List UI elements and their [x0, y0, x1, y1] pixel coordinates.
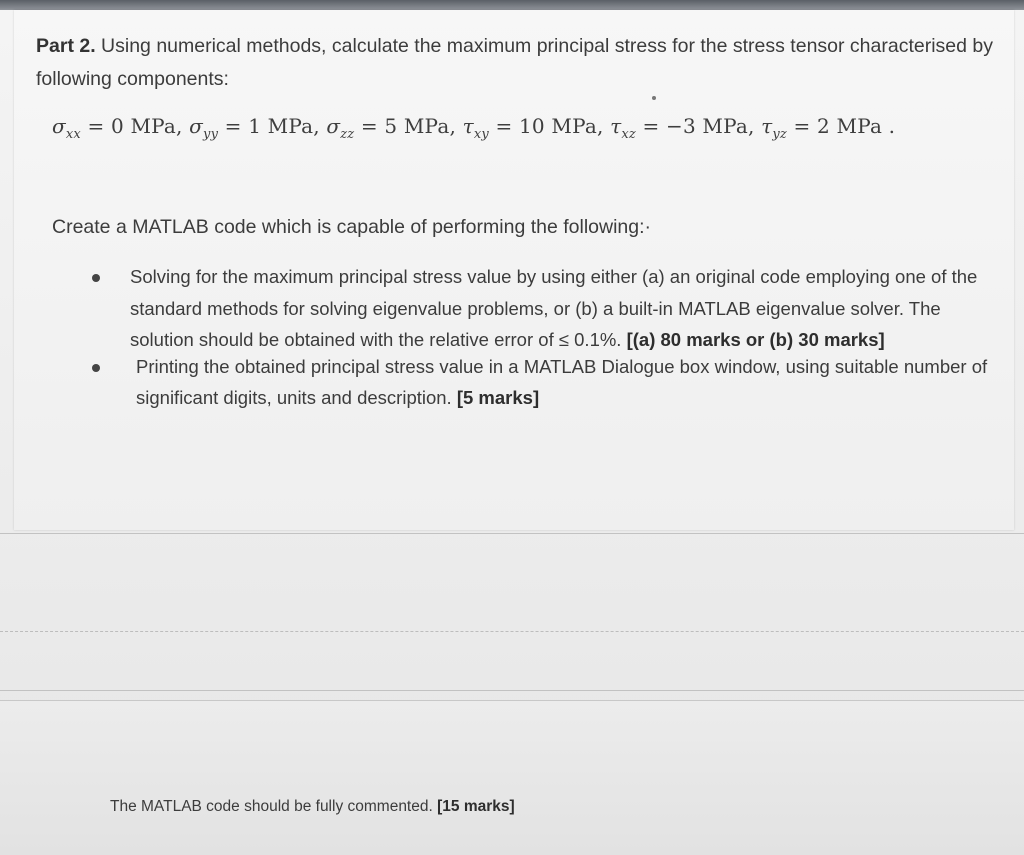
footer-note — [110, 798, 515, 816]
part-label: Part 2. — [36, 35, 96, 57]
section-divider — [0, 533, 1024, 534]
task-item-print — [92, 351, 992, 414]
task-item-marks: [5 marks] — [456, 387, 540, 408]
question-heading — [36, 30, 1011, 96]
sigma-zz-sub: zz — [340, 127, 355, 142]
tau-xy-sub: xy — [473, 127, 489, 142]
sigma-xx-symbol: σ — [52, 114, 66, 138]
task-item-text: Printing the obtained principal stress value in a MATLAB Dialogue box window, using suitable number of significant digits, units and description. — [136, 355, 988, 408]
tau-yz-sub: yz — [772, 127, 787, 142]
footer-marks: [15 marks] — [437, 798, 515, 815]
sigma-zz-value: = 5 MPa, — [354, 114, 463, 138]
sigma-yy-value: = 1 MPa, — [218, 114, 327, 138]
tau-yz-symbol: τ — [761, 114, 773, 138]
task-item-solve — [92, 261, 992, 356]
sigma-yy-sub: yy — [203, 127, 219, 142]
answer-box — [0, 700, 1024, 855]
cursor-speck — [652, 96, 656, 100]
tau-xz-symbol: τ — [610, 114, 622, 138]
sigma-zz-symbol: σ — [326, 114, 341, 138]
bullet-icon — [92, 364, 100, 372]
task-item-marks: [(a) 80 marks or (b) 30 marks] — [626, 329, 885, 350]
dashed-divider — [0, 631, 1024, 632]
task-item-text: Solving for the maximum principal stress value by using either (a) an original code employing one of the standard methods for solving eigenvalue problems, or (b) a built-in MATLAB eigenvalue solver. The solution should be obtained with the relative error of ≤ 0.1%. — [130, 266, 978, 350]
sigma-yy-symbol: σ — [189, 114, 204, 138]
part-text: Using numerical methods, calculate the maximum principal stress for the stress tensor characterised by following components: — [36, 35, 993, 90]
tau-xz-sub: xz — [621, 127, 636, 142]
section-divider — [0, 690, 1024, 691]
tau-xy-symbol: τ — [462, 114, 474, 138]
tau-xz-value: = −3 MPa, — [635, 114, 762, 138]
sigma-xx-sub: xx — [65, 127, 81, 142]
stress-components — [52, 114, 895, 142]
bullet-icon — [92, 274, 100, 282]
task-list — [92, 261, 992, 414]
task-intro: Create a MATLAB code which is capable of performing the following:· — [52, 216, 652, 238]
footer-text: The MATLAB code should be fully commented. — [110, 798, 438, 815]
tau-xy-value: = 10 MPa, — [488, 114, 611, 138]
tau-yz-value: = 2 MPa . — [786, 114, 896, 138]
sigma-xx-value: = 0 MPa, — [80, 114, 190, 138]
